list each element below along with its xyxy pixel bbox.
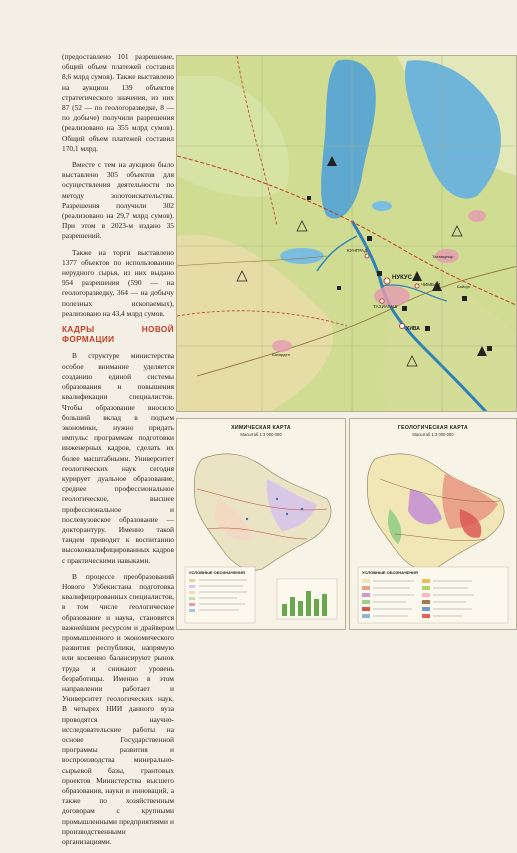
inset-title: ХИМИЧЕСКАЯ КАРТА (231, 425, 291, 431)
city-label: ТАХИАТАШ (373, 304, 398, 309)
main-geological-map (176, 55, 517, 412)
inset-geochemical-map (176, 418, 346, 630)
inset-scale: Масштаб 1:3 000 000 (412, 432, 454, 437)
article-paragraph: (предоставлено 101 разрешение, общий объем платежей составил 8,6 млрд сумов). Также выставлено на аукцион 139 объектов стратегического значения, из них 87 (52 — по геологоразведке, 8 — по добыче) получили разрешения (реализовано на 355 млрд сумов). Общий объем платежей составил 170,1 млрд. (62, 52, 174, 153)
inset-scale: Масштаб 1:3 000 000 (240, 432, 282, 437)
article-paragraph: Также на торги выставлено 1377 объектов по использованию нерудного сырья, из них выдано 954 разрешения (590 — на геологоразведку, 364 — на добычу полезных ископаемых), реализовано на 43,4 млрд сумов. (62, 247, 174, 318)
article-text-column (62, 52, 174, 853)
article-paragraph: В структуре министерства особое внимание уделяется созданию единой системы образования и повышения квалификации специалистов. Чтобы образование вносило больший вклад в подъем экономики, нужно придать импульс программам подготовки инженерных кадров, сделать их более масштабными. Университет геологических наук сегодня курирует дуальное образование, среднее профессиональное геологическое, высшее профессиональное и послевузовское образование — докторантуру. Именно такой тандем приводит к воспитанию высококвалифицированных кадров с практическими навыками. (62, 351, 174, 565)
inset-map-illustration (177, 419, 346, 630)
article-paragraph: Вместе с тем на аукцион было выставлено 305 объектов для осуществления деятельности по методу золотоискательства. Разрешения получили 302 (реализовано на 29,7 млрд сумов). При этом в 2023-м издано 35 разрешений. (62, 160, 174, 241)
city-label: ЧИМБАЙ (421, 282, 441, 287)
city-label: НУКУС (392, 275, 412, 281)
article-paragraph: В процессе преобразований Нового Узбекистана подготовка квалифицированных специалистов, в том числе геологическое образование и наука, становятся важнейшим ресурсом и драйвером промышленного и экономического развития республики, напрямую или косвенно балансируют рынок труда и снижают уровень безработицы. Именно в этом направлении работает и Университет геологических наук. В четырех НИИ данного вуза проводятся научно-исследовательские работы на основе Государственной программы развития и воспроизводства минерально-сырьевой базы, грантовых проектов Министерства высшего образования, науки и инноваций, а также по хозяйственным договорам с крупными промышленными предприятиями и производственными организациями. (62, 571, 174, 847)
inset-geological-map (349, 418, 517, 630)
legend-title: УСЛОВНЫЕ ОБОЗНАЧЕНИЯ (189, 570, 245, 575)
map-illustration (177, 56, 517, 412)
place-label: Бахарден (272, 352, 290, 357)
place-label: Тахтакупыр (432, 254, 454, 259)
legend-title: УСЛОВНЫЕ ОБОЗНАЧЕНИЯ (362, 570, 418, 575)
city-label: ХИВА (406, 326, 420, 332)
inset-title: ГЕОЛОГИЧЕСКАЯ КАРТА (397, 425, 469, 431)
place-label: Байсун (457, 284, 471, 289)
city-label: КУНГРАД (347, 248, 368, 253)
section-heading: КАДРЫ НОВОЙ ФОРМАЦИИ (62, 325, 174, 345)
inset-map-illustration (350, 419, 517, 630)
